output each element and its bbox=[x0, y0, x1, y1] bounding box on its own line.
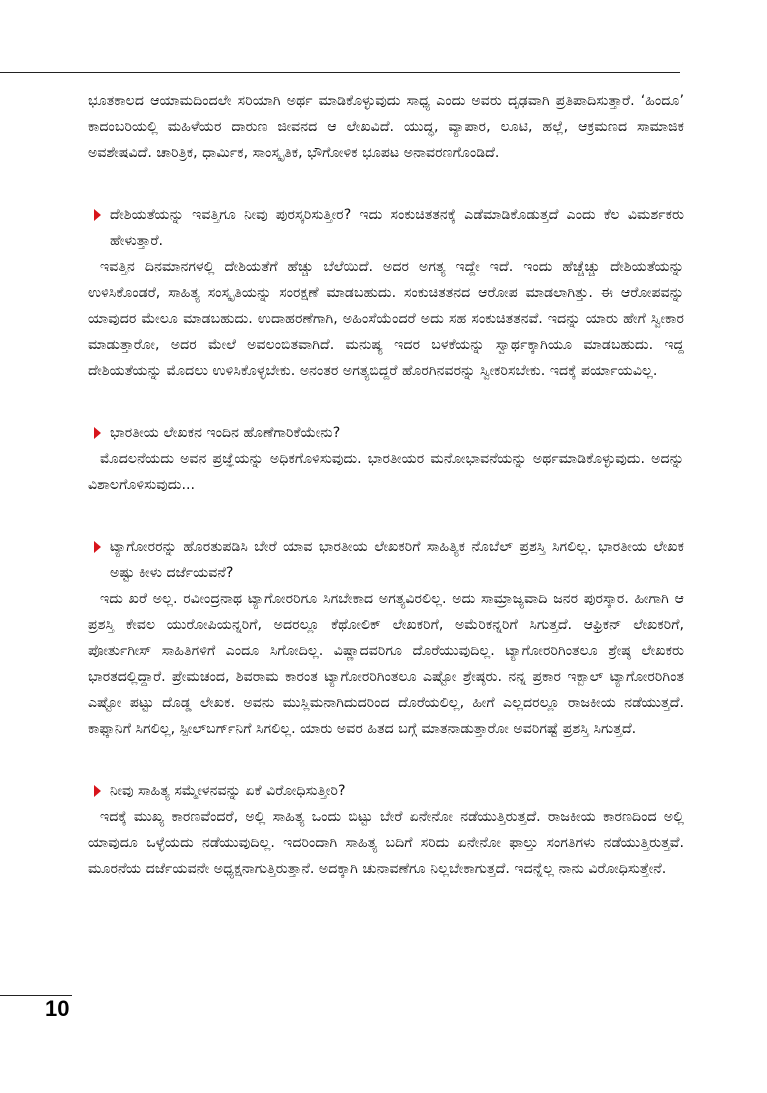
answer-paragraph: ಇದು ಖರೆ ಅಲ್ಲ. ರವೀಂದ್ರನಾಥ ಟ್ಯಾಗೋರರಿಗೂ ಸಿಗಬೇಕಾದ ಅಗತ್ಯವಿರಲಿಲ್ಲ. ಅದು ಸಾಮ್ರಾಜ್ಯವಾದಿ ಜನರ ಪುರಸ್ಕಾರ. ಹೀಗಾಗಿ ಆ ಪ್ರಶಸ್ತಿ ಕೇವಲ ಯುರೋಪಿಯನ್ನರಿಗೆ, ಅದರಲ್ಲೂ ಕೆಥೋಲಿಕ್ ಲೇಖಕರಿಗೆ, ಅಮೆರಿಕನ್ನರಿಗೆ ಸಿಗುತ್ತದೆ. ಆಫ್ರಿಕನ್ ಲೇಖಕರಿಗೆ, ಪೋರ್ತುಗೀಸ್ ಸಾಹಿತಿಗಳಿಗೆ ಎಂದೂ ಸಿಗೋದಿಲ್ಲ. ವಿಷ್ಣಾದವರಿಗೂ ದೊರೆಯುವುದಿಲ್ಲ. ಟ್ಯಾಗೋರರಿಗಿಂತಲೂ ಶ್ರೇಷ್ಠ ಲೇಖಕರು ಭಾರತದಲ್ಲಿದ್ದಾರೆ. ಪ್ರೇಮಚಂದ, ಶಿವರಾಮ ಕಾರಂತ ಟ್ಯಾಗೋರರಿಗಿಂತಲೂ ಎಷ್ಟೋ ಶ್ರೇಷ್ಠರು. ನನ್ನ ಪ್ರಕಾರ ಇಕ್ಬಾಲ್ ಟ್ಯಾಗೋರರಿಗಿಂತ ಎಷ್ಟೋ ಪಟ್ಟು ದೊಡ್ಡ ಲೇಖಕ. ಅವನು ಮುಸ್ಲಿಮನಾಗಿದುದರಿಂದ ದೊರೆಯಲಿಲ್ಲ, ಹೀಗೆ ಎಲ್ಲದರಲ್ಲೂ ರಾಜಕೀಯ ನಡೆಯುತ್ತದೆ. ಕಾಫ್ಕಾನಿಗೆ ಸಿಗಲಿಲ್ಲ, ಸ್ಪೀಲ್‌ಬರ್ಗ್‌ನಿಗೆ ಸಿಗಲಿಲ್ಲ. ಯಾರು ಅವರ ಹಿತದ ಬಗ್ಗೆ ಮಾತನಾಡುತ್ತಾರೋ ಅವರಿಗಷ್ಟೆ ಪ್ರಶಸ್ತಿ ಸಿಗುತ್ತದೆ. bbox=[88, 591, 684, 737]
answer-paragraph: ಮೊದಲನೆಯದು ಅವನ ಪ್ರಜ್ಞೆಯನ್ನು ಅಧಿಕಗೊಳಿಸುವುದು. ಭಾರತೀಯರ ಮನೋಭಾವನೆಯನ್ನು ಅರ್ಥಮಾಡಿಕೊಳ್ಳುವುದು. ಅದನ್ನು ವಿಶಾಲಗೊಳಿಸುವುದು... bbox=[88, 451, 684, 493]
question-text: ಟ್ಯಾಗೋರರನ್ನು ಹೊರತುಪಡಿಸಿ ಬೇರೆ ಯಾವ ಭಾರತೀಯ ಲೇಖಕರಿಗೆ ಸಾಹಿತ್ಯಿಕ ನೊಬೆಲ್ ಪ್ರಶಸ್ತಿ ಸಿಗಲಿಲ್ಲ. ಭಾರತೀಯ ಲೇಖಕ ಅಷ್ಟು ಕೀಳು ದರ್ಜೆಯವನೆ? bbox=[110, 539, 684, 581]
triangle-marker-icon bbox=[94, 209, 101, 221]
question-line bbox=[88, 202, 684, 254]
answer-paragraph: ಇವತ್ತಿನ ದಿನಮಾನಗಳಲ್ಲಿ ದೇಶಿಯತೆಗೆ ಹೆಚ್ಚು ಬೆಲೆಯಿದೆ. ಅದರ ಅಗತ್ಯ ಇದ್ದೇ ಇದೆ. ಇಂದು ಹೆಚ್ಚೆಚ್ಚು ದೇಶಿಯತೆಯನ್ನು ಉಳಿಸಿಕೊಂಡರೆ, ಸಾಹಿತ್ಯ ಸಂಸ್ಕೃತಿಯನ್ನು ಸಂರಕ್ಷಣೆ ಮಾಡಬಹುದು. ಸಂಕುಚಿತತನದ ಆರೋಪ ಮಾಡಲಾಗಿತ್ತು. ಈ ಆರೋಪವನ್ನು ಯಾವುದರ ಮೇಲೂ ಮಾಡಬಹುದು. ಉದಾಹರಣೆಗಾಗಿ, ಅಹಿಂಸೆಯೆಂದರೆ ಅದು ಸಹ ಸಂಕುಚಿತತನವೆ. ಇದನ್ನು ಯಾರು ಹೇಗೆ ಸ್ವೀಕಾರ ಮಾಡುತ್ತಾರೋ, ಅದರ ಮೇಲೆ ಅವಲಂಬಿತವಾಗಿದೆ. ಮನುಷ್ಯ ಇದರ ಬಳಕೆಯನ್ನು ಸ್ವಾರ್ಥಕ್ಕಾಗಿಯೂ ಮಾಡಬಹುದು. ಇದ್ದ ದೇಶಿಯತೆಯನ್ನು ಮೊದಲು ಉಳಿಸಿಕೊಳ್ಳಬೇಕು. ಅನಂತರ ಅಗತ್ಯಬಿದ್ದರೆ ಹೊರಗಿನವರನ್ನು ಸ್ವೀಕರಿಸಬೇಕು. ಇದಕ್ಕೆ ಪರ್ಯಾಯವಿಲ್ಲ. bbox=[88, 259, 684, 379]
question-line bbox=[88, 534, 684, 586]
section-gap bbox=[88, 166, 684, 192]
section-gap bbox=[88, 742, 684, 768]
question-line bbox=[88, 420, 684, 446]
page-content bbox=[88, 88, 684, 882]
qa-block bbox=[88, 778, 684, 882]
intro-paragraph: ಭೂತಕಾಲದ ಆಯಾಮದಿಂದಲೇ ಸರಿಯಾಗಿ ಅರ್ಥ ಮಾಡಿಕೊಳ್ಳುವುದು ಸಾಧ್ಯ ಎಂದು ಅವರು ದೃಢವಾಗಿ ಪ್ರತಿಪಾದಿಸುತ್ತಾರೆ. ‘ಹಿಂದೂ’ ಕಾದಂಬರಿಯಲ್ಲಿ ಮಹಿಳೆಯರ ದಾರುಣ ಜೀವನದ ಆ ಲೇಖವಿದೆ. ಯುದ್ಧ, ವ್ಯಾಪಾರ, ಲೂಟಿ, ಹಲ್ಲೆ, ಆಕ್ರಮಣದ ಸಾಮಾಜಿಕ ಅವಶೇಷವಿದೆ. ಚಾರಿತ್ರಿಕ, ಧಾರ್ಮಿಕ, ಸಾಂಸ್ಕೃತಿಕ, ಭೌಗೋಳಿಕ ಭೂಪಟ ಅನಾವರಣಗೊಂಡಿದೆ. bbox=[88, 93, 684, 161]
answer-paragraph: ಇದಕ್ಕೆ ಮುಖ್ಯ ಕಾರಣವೆಂದರೆ, ಅಲ್ಲಿ ಸಾಹಿತ್ಯ ಒಂದು ಬಿಟ್ಟು ಬೇರೆ ಏನೇನೋ ನಡೆಯುತ್ತಿರುತ್ತದೆ. ರಾಜಕೀಯ ಕಾರಣದಿಂದ ಅಲ್ಲಿ ಯಾವುದೂ ಒಳ್ಳೆಯದು ನಡೆಯುವುದಿಲ್ಲ. ಇದರಿಂದಾಗಿ ಸಾಹಿತ್ಯ ಬದಿಗೆ ಸರಿದು ಏನೇನೋ ಫಾಲ್ತು ಸಂಗತಿಗಳು ನಡೆಯುತ್ತಿರುತ್ತವೆ. ಮೂರನೆಯ ದರ್ಜೆಯವನೇ ಅಧ್ಯಕ್ಷನಾಗುತ್ತಿರುತ್ತಾನೆ. ಅದಕ್ಕಾಗಿ ಚುನಾವಣೆಗೂ ನಿಲ್ಲಬೇಕಾಗುತ್ತದೆ. ಇದನ್ನೆಲ್ಲ ನಾನು ವಿರೋಧಿಸುತ್ತೇನೆ. bbox=[88, 809, 684, 877]
question-line bbox=[88, 778, 684, 804]
triangle-marker-icon bbox=[94, 541, 101, 553]
question-text: ನೀವು ಸಾಹಿತ್ಯ ಸಮ್ಮೇಳನವನ್ನು ಏಕೆ ವಿರೋಧಿಸುತ್ತೀರಿ? bbox=[110, 783, 346, 799]
triangle-marker-icon bbox=[94, 427, 101, 439]
question-text: ಭಾರತೀಯ ಲೇಖಕನ ಇಂದಿನ ಹೊಣೆಗಾರಿಕೆಯೇನು? bbox=[110, 425, 341, 441]
qa-block bbox=[88, 534, 684, 742]
question-text: ದೇಶಿಯತೆಯನ್ನು ಇವತ್ತಿಗೂ ನೀವು ಪುರಸ್ಕರಿಸುತ್ತೀರ? ಇದು ಸಂಕುಚಿತತನಕ್ಕೆ ಎಡೆಮಾಡಿಕೊಡುತ್ತದೆ ಎಂದು ಕೆಲ ವಿಮರ್ಶಕರು ಹೇಳುತ್ತಾರೆ. bbox=[110, 207, 684, 249]
qa-block bbox=[88, 202, 684, 384]
top-rule bbox=[0, 72, 680, 73]
section-gap bbox=[88, 498, 684, 524]
page-number: 10 bbox=[45, 996, 70, 1021]
section-gap bbox=[88, 384, 684, 410]
triangle-marker-icon bbox=[94, 785, 101, 797]
qa-block bbox=[88, 420, 684, 498]
